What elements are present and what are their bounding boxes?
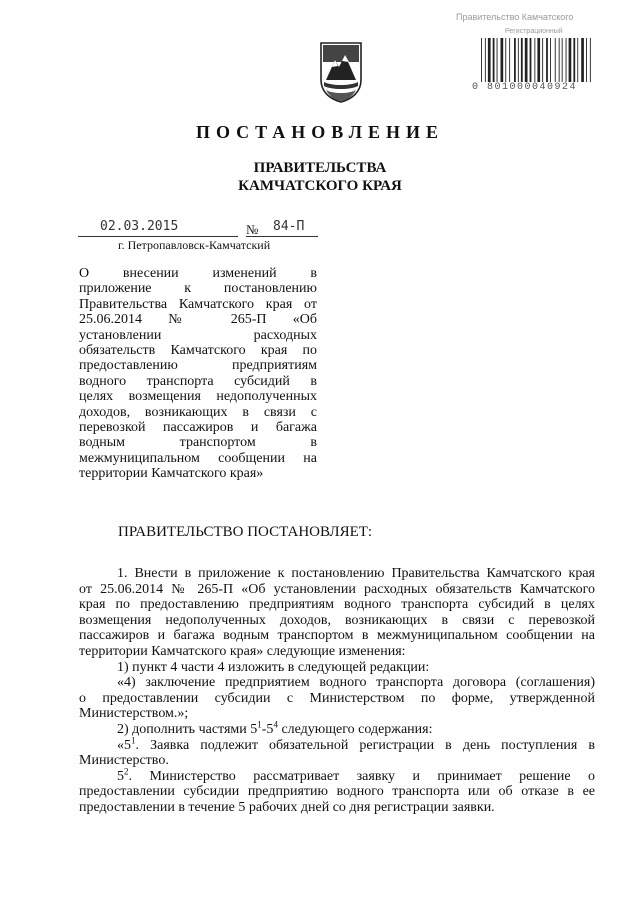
barcode-bar	[493, 38, 495, 82]
document-number: 84-П	[273, 219, 305, 234]
body-line	[79, 734, 595, 754]
barcode-bar	[525, 38, 528, 82]
body-text-run: . Заявка подлежит обязательной регистрации в день поступления в	[135, 737, 595, 753]
body-line: от 25.06.2014 № 265-П «Об установлении расходных обязательств Камчатского	[79, 581, 595, 597]
city-name: г. Петропавловск-Камчатский	[118, 238, 271, 252]
barcode-bar	[521, 38, 523, 82]
barcode-bar	[581, 38, 584, 82]
barcode-bar	[590, 38, 591, 82]
body-line: о предоставлении субсидии с Министерством по форме, утвержденной	[79, 690, 595, 706]
subject-line: установлении расходных	[79, 327, 317, 343]
barcode-bar	[509, 38, 510, 82]
barcode-bar	[562, 38, 563, 82]
body-line: предоставлении в течение 5 рабочих дней со дня регистрации заявки.	[79, 799, 495, 815]
barcode-icon	[480, 38, 592, 82]
barcode-bar	[497, 38, 498, 82]
barcode-bar	[501, 38, 504, 82]
barcode-bar	[577, 38, 578, 82]
subject-line: предоставлению предприятиям	[79, 358, 317, 374]
number-sign: №	[246, 222, 259, 237]
body-line: пассажиров и багажа водным транспортом в межмуниципальном сообщении на	[79, 628, 595, 644]
superscript: 1	[257, 719, 262, 730]
barcode-bar	[505, 38, 506, 82]
body-line: 1) пункт 4 части 4 изложить в следующей редакции:	[117, 659, 430, 675]
body-line: «4) заключение предприятием водного транспорта договора (соглашения)	[117, 675, 595, 691]
registration-stamp-text: Правительство Камчатского	[456, 12, 574, 22]
date-underline	[78, 236, 238, 237]
issuer-line-2: КАМЧАТСКОГО КРАЯ	[238, 178, 402, 194]
document-title: ПОСТАНОВЛЕНИЕ	[195, 122, 445, 142]
barcode-bar	[586, 38, 587, 82]
subject-line: приложение к постановлению	[79, 281, 317, 297]
subject-line: водного транспорта субсидий в	[79, 373, 317, 389]
body-line	[79, 766, 595, 785]
barcode-bar	[481, 38, 482, 82]
barcode-number: 0 801000040924	[472, 82, 578, 93]
superscript: 4	[273, 719, 278, 730]
barcode-bar	[542, 38, 543, 82]
barcode-label: Регистрационный	[505, 28, 563, 35]
subject-line: обязательств Камчатского края по	[79, 343, 317, 359]
subject-line: целях возмещения недополученных	[79, 389, 317, 405]
subject-line: доходов, возникающих в связи с	[79, 404, 317, 420]
body-line: территории Камчатского края» следующие изменения:	[79, 643, 406, 659]
body-text-run: «5	[117, 737, 131, 753]
superscript: 1	[131, 734, 136, 745]
barcode-bar	[537, 38, 540, 82]
barcode-bar	[530, 38, 532, 82]
subject-line: территории Камчатского края»	[79, 466, 264, 482]
body-line: края по предоставлению предприятиям водного транспорта субсидий в целях	[79, 597, 595, 613]
subject-line: Правительства Камчатского края от	[79, 296, 317, 312]
barcode-bar	[518, 38, 519, 82]
subject-line: О внесении изменений в	[79, 266, 317, 281]
barcode-bar	[566, 38, 567, 82]
barcode-bar	[559, 38, 560, 82]
body-text-run: следующего содержания:	[277, 721, 433, 737]
body-text-run: -5	[261, 721, 274, 737]
body-line: возмещения недополученных доходов, возникающих в связи с перевозкой	[79, 612, 595, 628]
barcode-bar	[546, 38, 548, 82]
barcode-bar	[534, 38, 535, 82]
document-date: 02.03.2015	[100, 219, 179, 234]
body-line	[79, 719, 595, 738]
document-body	[79, 566, 595, 816]
subject-line: водным транспортом в	[79, 435, 317, 451]
subject-line: межмуниципальном сообщении на	[79, 450, 317, 466]
body-line: предоставлении субсидии предприятию водного транспорта или об отказе в ее	[79, 784, 595, 800]
decree-heading: ПРАВИТЕЛЬСТВО ПОСТАНОВЛЯЕТ:	[118, 524, 373, 540]
body-line: Министерство.	[79, 753, 169, 769]
barcode-bar	[485, 38, 486, 82]
issuer-line-1: ПРАВИТЕЛЬСТВА	[253, 160, 387, 176]
barcode-bar	[488, 38, 491, 82]
superscript: 2	[124, 766, 129, 777]
barcode-bar	[550, 38, 551, 82]
barcode-bar	[555, 38, 556, 82]
subject-line: перевозкой пассажиров и багажа	[79, 420, 317, 436]
barcode-bar	[514, 38, 516, 82]
body-line: Министерством.»;	[79, 706, 189, 722]
body-text-run: 5	[117, 768, 124, 784]
barcode-bar	[569, 38, 572, 82]
body-text-run: 2) дополнить частями 5	[117, 721, 258, 737]
barcode-bar	[573, 38, 575, 82]
body-line: 1. Внести в приложение к постановлению Правительства Камчатского края	[117, 566, 595, 581]
document-subject	[79, 266, 317, 482]
subject-line: 25.06.2014 № 265-П «Об	[79, 312, 317, 328]
body-text-run: . Министерство рассматривает заявку и принимает решение о	[128, 768, 595, 784]
number-underline	[246, 236, 318, 237]
kamchatka-coat-of-arms-icon	[318, 40, 364, 104]
